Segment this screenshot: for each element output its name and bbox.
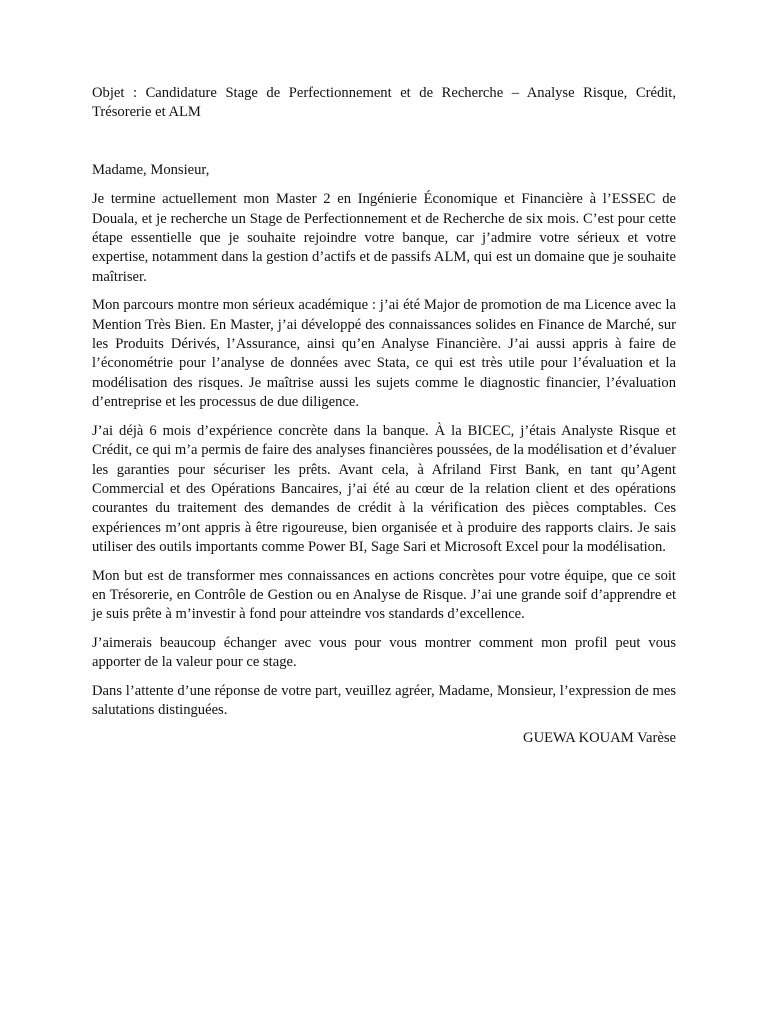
letter-subject: Objet : Candidature Stage de Perfectionnement et de Recherche – Analyse Risque, Crédit, Trésorerie et ALM [92, 85, 676, 121]
letter-paragraph-intro: Je termine actuellement mon Master 2 en Ingénierie Économique et Financière à l’ESSEC de Douala, et je recherche un Stage de Perfectionnement et de Recherche de six mois. C’est pour cette étape essentielle que je souhaite rejoindre votre banque, car j’admire votre sérieux et votre expertise, notamment dans la gestion d’actifs et de passifs ALM, qui est un domaine que je souhaite maîtriser. [92, 191, 676, 285]
letter-paragraph-exchange: J’aimerais beaucoup échanger avec vous pour vous montrer comment mon profil peut vous apporter de la valeur pour ce stage. [92, 634, 676, 671]
letter-paragraph-experience: J’ai déjà 6 mois d’expérience concrète dans la banque. À la BICEC, j’étais Analyste Risque et Crédit, ce qui m’a permis de faire des analyses financières poussées, de la modélisation et d’évaluer les garanties pour sécuriser les prêts. Avant cela, à Afriland First Bank, en tant qu’Agent Commercial et des Opérations Bancaires, j’ai été au cœur de la relation client et des opérations courantes du traitement des demandes de crédit à la vérification des pièces comptables. Ces expériences m’ont appris à être rigoureuse, bien organisée et à produire des rapports clairs. Je sais utiliser des outils importants comme Power BI, Sage Sari et Microsoft Excel pour la modélisation. [92, 422, 676, 556]
letter-salutation: Madame, Monsieur, [92, 161, 210, 178]
letter-signature: GUEWA KOUAM Varèse [523, 730, 676, 747]
cover-letter [92, 84, 676, 749]
letter-paragraph-academic: Mon parcours montre mon sérieux académique : j’ai été Major de promotion de ma Licence avec la Mention Très Bien. En Master, j’ai développé des connaissances solides en Finance de Marché, sur les Produits Dérivés, l’Assurance, ainsi qu’en Analyse Financière. J’ai aussi appris à faire de l’économétrie pour l’analyse de données avec Stata, ce qui est très utile pour l’évaluation et la modélisation des risques. Je maîtrise aussi les sujets comme le diagnostic financier, l’évaluation d’entreprise et les processus de due diligence. [92, 297, 676, 411]
letter-paragraph-closing: Dans l’attente d’une réponse de votre part, veuillez agréer, Madame, Monsieur, l’expression de mes salutations distinguées. [92, 682, 676, 718]
letter-paragraph-goal: Mon but est de transformer mes connaissances en actions concrètes pour votre équipe, que ce soit en Trésorerie, en Contrôle de Gestion ou en Analyse de Risque. J’ai une grande soif d’apprendre et je suis prête à m’investir à fond pour atteindre vos standards d’excellence. [92, 567, 676, 623]
